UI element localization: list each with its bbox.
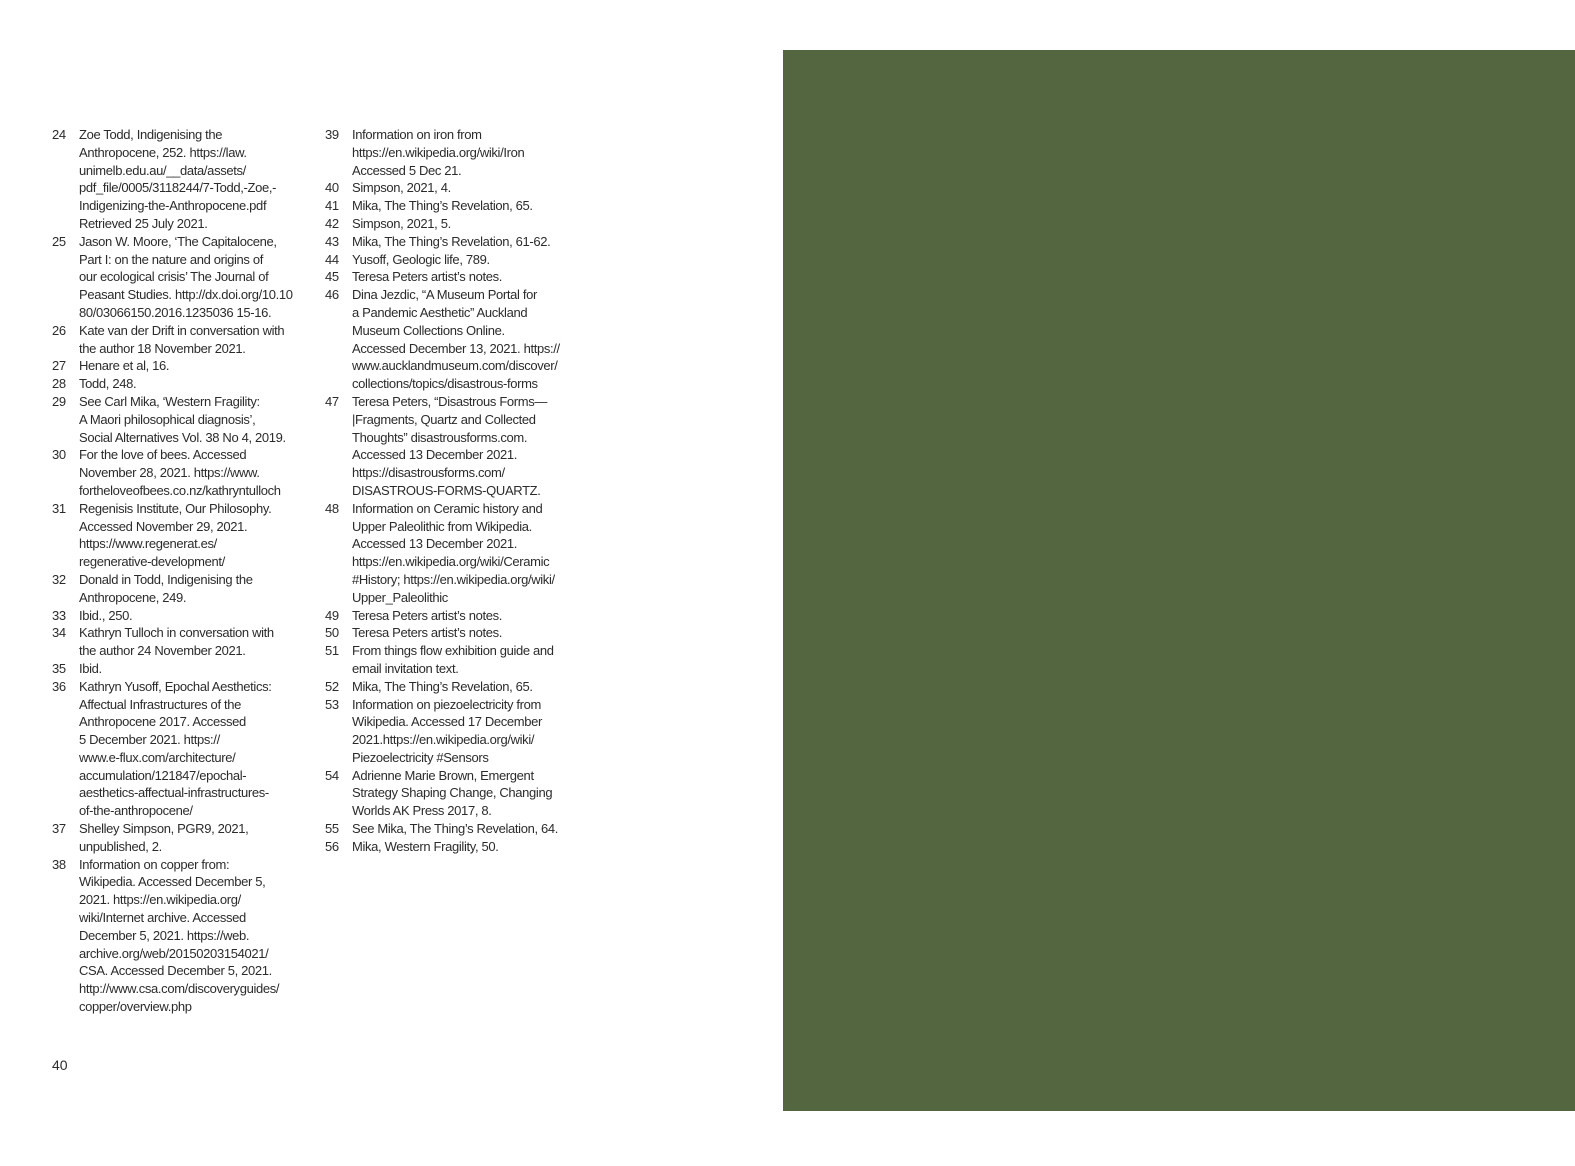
endnote-number: 42 [325,215,339,231]
endnote-text: Teresa Peters artist’s notes. [352,607,503,623]
endnote-text: Information on copper from: Wikipedia. Accessed December 5, 2021. https://en.wikipedia.org/ wiki/Internet archive. Accessed December 5, 2021. https://web. archive.org/web/20150203154021/ CSA. Accessed December 5, 2021. http://www.csa.com/discoveryguides/ copper/overview.php [79,856,280,1015]
endnote-text: Henare et al, 16. [79,358,170,374]
endnote-number: 50 [325,625,339,641]
endnote-item [52,856,310,1016]
endnote-number: 37 [52,821,66,837]
endnote-item [325,233,585,251]
endnote-item [325,126,585,179]
endnote-number: 26 [52,322,66,338]
endnote-text: From things flow exhibition guide and email invitation text. [352,643,554,676]
endnote-item [325,251,585,269]
endnote-number: 41 [325,198,339,214]
endnote-number: 46 [325,287,339,303]
endnote-number: 45 [325,269,339,285]
endnote-text: See Carl Mika, ‘Western Fragility: A Maori philosophical diagnosis’, Social Alternatives Vol. 38 No 4, 2019. [79,393,286,445]
endnote-item [52,820,310,856]
endnote-item [52,233,310,322]
endnote-number: 40 [325,180,339,196]
endnote-item [325,678,585,696]
endnote-item [52,393,310,446]
endnote-text: Mika, Western Fragility, 50. [352,838,499,854]
endnote-number: 44 [325,251,339,267]
endnote-item [325,820,585,838]
endnote-item [325,624,585,642]
endnote-number: 38 [52,856,66,872]
endnote-item [325,179,585,197]
endnote-number: 34 [52,625,66,641]
endnote-text: Yusoff, Geologic life, 789. [352,251,490,267]
endnote-item [52,571,310,607]
endnote-item [325,607,585,625]
endnote-item [325,838,585,856]
endnote-item [52,500,310,571]
endnote-text: Mika, The Thing’s Revelation, 65. [352,678,533,694]
endnote-text: Jason W. Moore, ‘The Capitalocene, Part I: on the nature and origins of our ecological crisis’ The Journal of Peasant Studies. http://dx.doi.org/10.10 80/03066150.2016.1235036 15-16. [79,233,293,320]
endnote-text: Simpson, 2021, 4. [352,180,451,196]
endnote-item [52,357,310,375]
endnote-number: 33 [52,607,66,623]
endnote-text: Teresa Peters artist’s notes. [352,625,503,641]
endnote-text: Shelley Simpson, PGR9, 2021, unpublished, 2. [79,821,249,854]
endnote-text: Information on iron from https://en.wikipedia.org/wiki/Iron Accessed 5 Dec 21. [352,127,525,178]
endnote-text: Kathryn Tulloch in conversation with the author 24 November 2021. [79,625,274,659]
endnote-item [52,678,310,820]
endnote-item [52,126,310,233]
endnote-text: Adrienne Marie Brown, Emergent Strategy Shaping Change, Changing Worlds AK Press 2017, 8. [352,767,553,819]
endnote-item [52,624,310,660]
endnote-text: Dina Jezdic, “A Museum Portal for a Pandemic Aesthetic” Auckland Museum Collections Online. Accessed December 13, 2021. https:// www.aucklandmuseum.com/discover/ collections/topics/disastrous-forms [352,287,560,392]
endnotes-column-left [52,126,310,1016]
endnote-number: 55 [325,821,339,837]
endnote-number: 29 [52,393,66,409]
endnote-text: See Mika, The Thing’s Revelation, 64. [352,821,559,837]
endnote-item [325,286,585,393]
endnote-number: 56 [325,838,339,854]
endnote-number: 36 [52,678,66,694]
endnote-item [325,696,585,767]
endnote-text: Kathryn Yusoff, Epochal Aesthetics: Affectual Infrastructures of the Anthropocene 2017. Accessed 5 December 2021. https:// www.e-flux.com/architecture/ accumulation/121847/epochal- aesthetics-affectual-infrastructures- of-the-anthropocene/ [79,678,272,819]
endnote-text: Zoe Todd, Indigenising the Anthropocene, 252. https://law. unimelb.edu.au/__data/assets/ pdf_file/0005/3118244/7-Todd,-Zoe,- Indigenizing-the-Anthropocene.pdf Retrieved 25 July 2021. [79,127,277,231]
endnote-number: 24 [52,127,66,142]
endnote-number: 43 [325,233,339,249]
endnote-text: Simpson, 2021, 5. [352,215,451,231]
endnote-item [325,215,585,233]
endnotes-column-right [325,126,585,856]
endnote-number: 54 [325,767,339,783]
endnote-number: 28 [52,376,66,392]
endnote-number: 48 [325,500,339,516]
endnote-text: For the love of bees. Accessed November 28, 2021. https://www. fortheloveofbees.co.nz/kathryntulloch [79,447,281,498]
endnote-item [52,446,310,499]
endnote-item [325,197,585,215]
endnote-item [325,642,585,678]
endnote-item [52,375,310,393]
green-color-panel [783,50,1575,1111]
endnote-text: Mika, The Thing’s Revelation, 61-62. [352,233,551,249]
endnote-text: Teresa Peters artist’s notes. [352,269,503,285]
endnote-text: Teresa Peters, “Disastrous Forms— |Fragments, Quartz and Collected Thoughts” disastrousforms.com. Accessed 13 December 2021. https://disastrousforms.com/ DISASTROUS-FORMS-QUARTZ. [352,393,548,498]
endnote-number: 27 [52,358,66,374]
endnote-item [52,660,310,678]
endnote-number: 25 [52,233,66,249]
endnote-number: 51 [325,643,339,659]
endnote-item [325,393,585,500]
endnote-number: 52 [325,678,339,694]
endnote-number: 30 [52,447,66,463]
endnote-text: Ibid. [79,660,102,676]
endnote-number: 32 [52,571,66,587]
endnote-item [325,767,585,820]
endnote-text: Mika, The Thing’s Revelation, 65. [352,198,533,214]
endnote-number: 39 [325,127,339,142]
endnote-text: Information on piezoelectricity from Wikipedia. Accessed 17 December 2021.https://en.wikipedia.org/wiki/ Piezoelectricity #Sensors [352,696,543,765]
endnote-number: 35 [52,660,66,676]
endnote-text: Information on Ceramic history and Upper Paleolithic from Wikipedia. Accessed 13 December 2021. https://en.wikipedia.org/wiki/Ceramic #History; https://en.wikipedia.org/wiki/ Upper_Paleolithic [352,500,555,605]
endnote-item [325,268,585,286]
endnote-item [325,500,585,607]
page-number: 40 [52,1057,68,1073]
endnote-number: 47 [325,393,339,409]
endnote-number: 31 [52,500,66,516]
endnote-item [52,607,310,625]
endnote-text: Regenisis Institute, Our Philosophy. Accessed November 29, 2021. https://www.regenerat.es/ regenerative-development/ [79,500,272,570]
endnote-text: Ibid., 250. [79,607,133,623]
endnote-number: 49 [325,607,339,623]
endnote-text: Donald in Todd, Indigenising the Anthropocene, 249. [79,571,253,605]
endnote-text: Todd, 248. [79,376,137,392]
endnote-text: Kate van der Drift in conversation with the author 18 November 2021. [79,322,285,356]
endnote-number: 53 [325,696,339,712]
endnote-item [52,322,310,358]
